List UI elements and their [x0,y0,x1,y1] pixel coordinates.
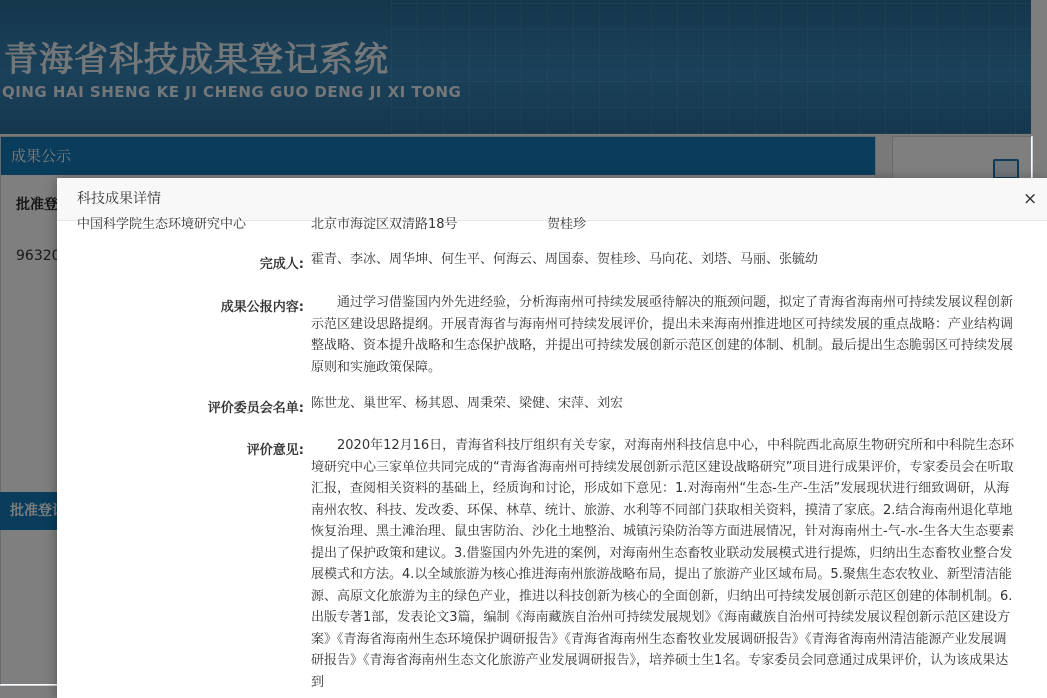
field-label: 评价意见: [246,443,304,458]
completing-unit: 中国科学院生态环境研究中心 [77,217,247,232]
field-value: 陈世龙、巢世军、杨其恩、周秉荣、梁健、宋萍、刘宏 [311,396,624,411]
field-label: 完成人: [259,257,304,272]
contact-person: 贺桂珍 [547,217,587,232]
modal-title: 科技成果详情 [77,191,161,207]
field-value: 2020年12月16日，青海省科技厅组织有关专家，对海南州科技信息中心，中科院西北高原生物研究所和中科院生态环境研究中心三家单位共同完成的“青海省海南州可持续发展创新示范区建设战略研究”项目进行成果评价，专家委员会在听取汇报，查阅相关资料的基础上，经质询和讨论，形成如下意见：1.对海南州“生态-生产-生活”发展现状进行细致调研，从海南州农牧、科技、发改委、环保、林草、统计、旅游、水利等不同部门获取相关资料，摸清了家底。2.结合海南州退化草地恢复治理、黑土滩治理、鼠虫害防治、沙化土地整治、城镇污染防治等方面进展情况，针对海南州土-气-水-生各大生态要素提出了保护政策和建议。3.借鉴国内外先进的案例，对海南州生态畜牧业联动发展模式进行提炼，归纳出生态畜牧业整合发展模式和方法。4.以全域旅游为核心推进海南州旅游战略布局，提出了旅游产业区域布局。5.聚焦生态农牧业、新型清洁能源、高原文化旅游为主的绿色产业，推进以科技创新为核心的全面创新，归纳出可持续发展创新示范区创建的体制机制。6.出版专著1部，发表论文3篇，编制《海南藏族自治州可持续发展规划》《海南藏族自治州可持续发展议程创新示范区建设方案》《青海省海南州生态环境保护调研报告》《青海省海南州生态畜牧业发展调研报告》《青海省海南州清洁能源产业发展调研报告》《青海省海南州生态文化旅游产业发展调研报告》，培养硕士生1名。专家委员会同意通过成果评价，认为该成果达到 [311,438,1015,690]
unit-address: 北京市海淀区双清路18号 [311,217,458,232]
field-value: 通过学习借鉴国内外先进经验，分析海南州可持续发展亟待解决的瓶颈问题，拟定了青海省海南州可持续发展议程创新示范区建设思路提纲。开展青海省与海南州可持续发展评价，提出未来海南州推进地区可持续发展的重点战略：产业结构调整战略、资本提升战略和生态保护战略，并提出可持续发展创新示范区创建的体制、机制。最后提出生态脆弱区可持续发展原则和实施政策保障。 [311,295,1014,375]
field-label: 评价委员会名单: [207,401,304,416]
field-label: 成果公报内容: [220,300,304,315]
close-icon[interactable]: × [1023,189,1038,209]
unit-info-row [57,213,1047,233]
modal-body [57,217,1047,698]
field-value: 霍青、李冰、周华坤、何生平、何海云、周国泰、贺桂珍、马向花、刘塔、马丽、张毓幼 [311,252,819,267]
detail-modal [57,178,1047,698]
